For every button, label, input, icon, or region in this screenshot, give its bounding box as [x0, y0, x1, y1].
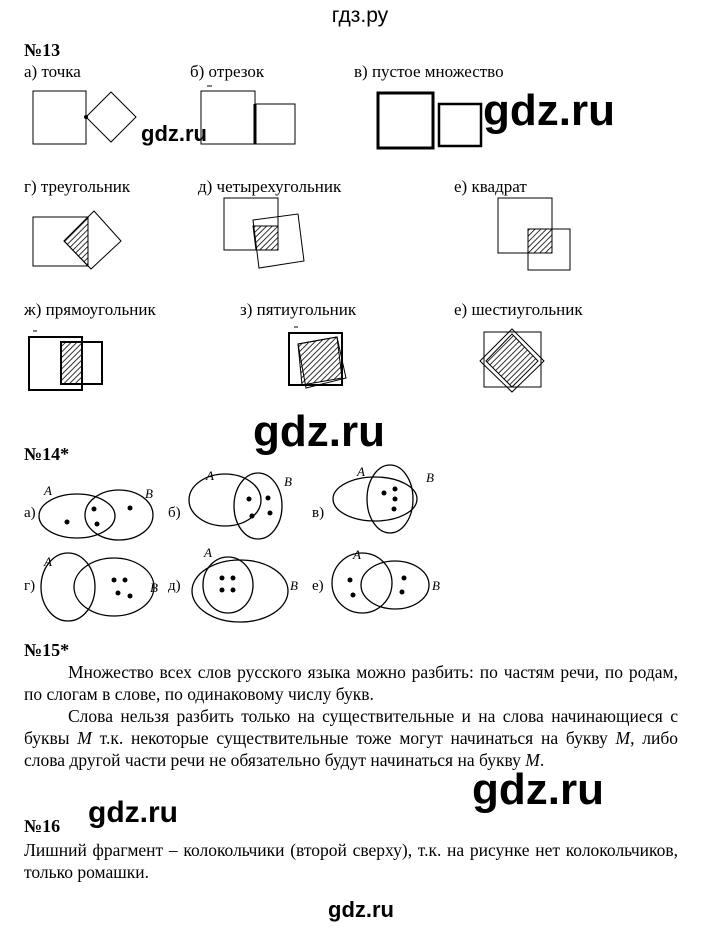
watermark: gdz.ru [472, 765, 604, 814]
set-label-b: B [145, 486, 153, 501]
text-fragment: . [539, 750, 545, 770]
watermark: gdz.ru [253, 407, 385, 456]
task14-title: №14* [24, 444, 70, 464]
task15-paragraph-2 [24, 705, 678, 771]
letter-m: М [77, 728, 92, 748]
venn-label-d: г) [24, 578, 36, 594]
watermark: gdz.ru [328, 897, 394, 922]
site-header[interactable]: гдз.ру [331, 4, 389, 27]
letter-m: М [525, 750, 540, 770]
text-fragment: т.к. некоторые существительные тоже могут начинаться на букву [91, 728, 616, 748]
task13-caption-f: е) квадрат [454, 177, 527, 196]
task16-title: №16 [24, 816, 61, 836]
task13-caption-g: ж) прямоугольник [24, 300, 156, 319]
task13-caption-d: г) треугольник [24, 177, 131, 196]
venn-label-a: а) [24, 505, 36, 521]
venn-label-e: д) [168, 578, 181, 594]
set-label-a: A [206, 468, 214, 483]
set-label-a: A [44, 554, 52, 569]
set-label-b: B [150, 580, 158, 595]
task13-caption-c: в) пустое множество [354, 62, 504, 81]
task13-caption-e: д) четырехугольник [198, 177, 342, 196]
venn-label-f: е) [312, 578, 324, 594]
task13-caption-h: з) пятиугольник [240, 300, 357, 319]
task13-caption-b: б) отрезок [190, 62, 265, 81]
set-label-a: A [44, 483, 52, 498]
watermark: gdz.ru [141, 121, 207, 146]
task15-title: №15* [24, 640, 70, 660]
set-label-a: A [204, 545, 212, 560]
set-label-b: B [284, 474, 292, 489]
set-label-a: A [353, 547, 361, 562]
text-fragment: , либо слова другой части речи не обязательно будут начинаться на букву [24, 728, 678, 770]
set-label-b: B [426, 470, 434, 485]
task13-caption-i: е) шестиугольник [454, 300, 583, 319]
letter-m: М [615, 728, 631, 748]
task15-paragraph-1: Множество всех слов русского языка можно разбить: по частям речи, по родам, по слогам в слове, по одинаковому числу букв. [24, 662, 678, 704]
watermark: gdz.ru [483, 86, 615, 135]
set-label-a: A [357, 464, 365, 479]
task16-paragraph-1: Лишний фрагмент – колокольчики (второй сверху), т.к. на рисунке нет колокольчиков, только ромашки. [24, 840, 678, 882]
task13-title: №13 [24, 40, 61, 60]
venn-label-c: в) [312, 505, 325, 521]
task13-caption-a: а) точка [24, 62, 81, 81]
text-fragment: Слова нельзя разбить только на существительные и на слова начинающиеся с буквы [24, 706, 678, 748]
set-label-b: B [290, 578, 298, 593]
venn-label-b: б) [168, 505, 181, 521]
set-label-b: B [432, 578, 440, 593]
watermark: gdz.ru [88, 796, 178, 829]
